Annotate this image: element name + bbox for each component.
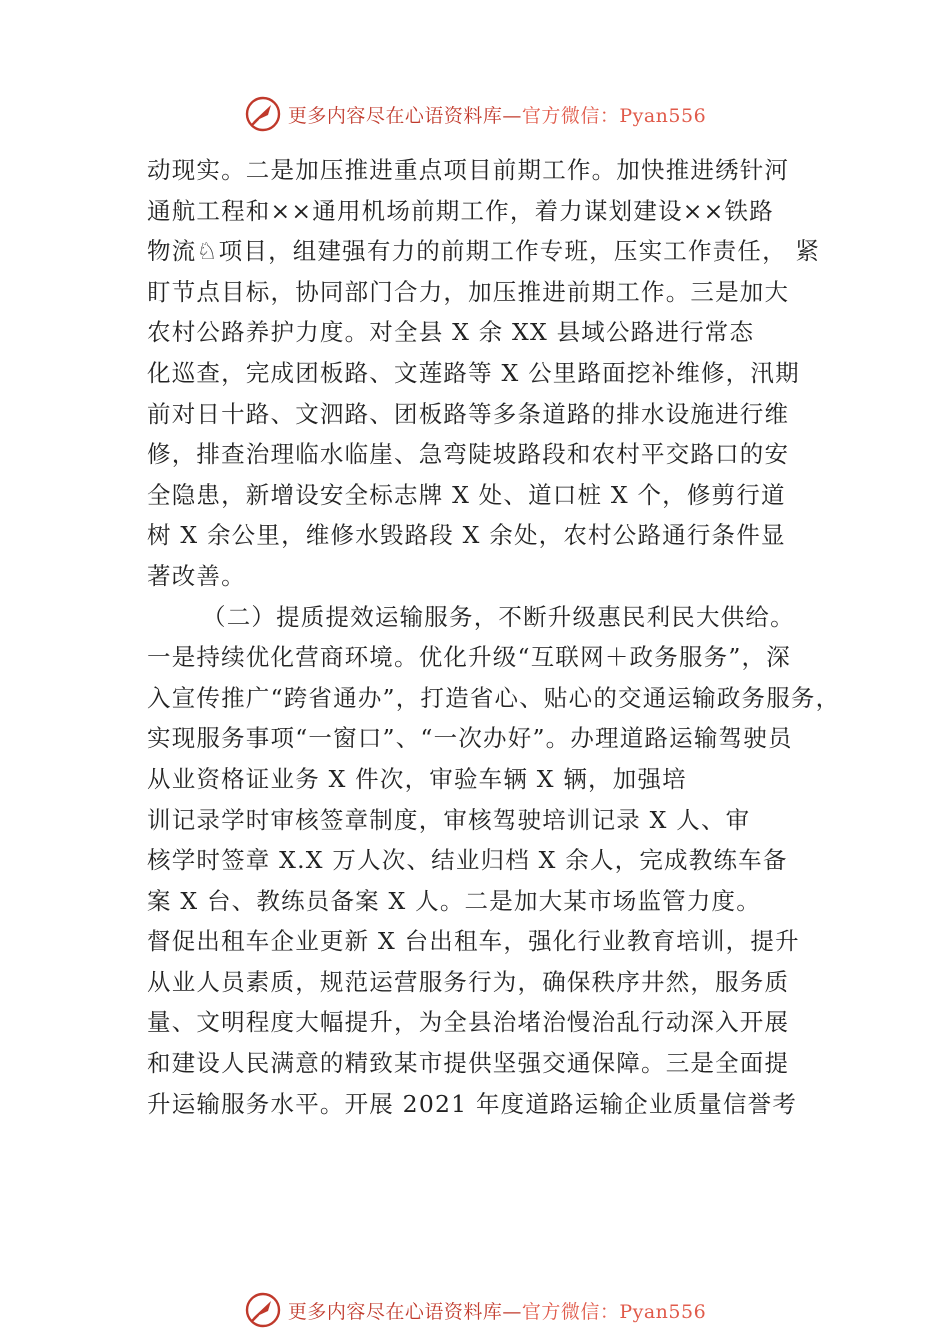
footer-banner-wechat: 官方微信：Pyan556 — [521, 1300, 707, 1323]
section-heading: （二）提质提效运输服务，不断升级惠民利民大供给。 — [202, 602, 795, 631]
document-body — [147, 150, 841, 1124]
body-line: 前对日十路、文泗路、团板路等多条道路的排水设施进行维 — [147, 399, 790, 428]
footer-banner-main: 更多内容尽在心语资料库 — [287, 1300, 503, 1323]
body-line: 督促出租车企业更新 X 台出租车，强化行业教育培训，提升 — [147, 927, 800, 956]
body-line: 训记录学时审核签章制度，审核驾驶培训记录 X 人、审 — [147, 805, 751, 834]
header-banner-main: 更多内容尽在心语资料库 — [287, 104, 503, 127]
body-line: 全隐患，新增设安全标志牌 X 处、道口桩 X 个，修剪行道 — [147, 480, 786, 509]
header-banner-dash: — — [502, 104, 522, 127]
body-line: 量、文明程度大幅提升，为全县治堵治慢治乱行动深入开展 — [147, 1008, 790, 1037]
body-line: 修，排查治理临水临崖、急弯陡坡路段和农村平交路口的安 — [147, 440, 790, 469]
header-banner — [0, 94, 950, 134]
body-line: 化巡查，完成团板路、文莲路等 X 公里路面挖补维修，汛期 — [147, 358, 800, 387]
body-line: 入宣传推广“跨省通办”，打造省心、贴心的交通运输政务服务， — [147, 683, 841, 712]
body-line: 盯节点目标，协同部门合力，加压推进前期工作。三是加大 — [147, 277, 790, 306]
body-line: 从业人员素质，规范运营服务行为，确保秩序井然，服务质 — [147, 967, 790, 996]
body-line: 著改善。 — [147, 561, 246, 590]
body-line: 动现实。二是加压推进重点项目前期工作。加快推进绣针河 — [147, 156, 790, 184]
quill-logo-icon — [244, 1291, 282, 1329]
quill-logo-icon — [244, 95, 282, 133]
footer-banner-dash: — — [502, 1300, 522, 1323]
body-line: 通航工程和××通用机场前期工作，着力谋划建设××铁路 — [147, 196, 774, 225]
body-line: 升运输服务水平。开展 2021 年度道路运输企业质量信誉考 — [147, 1089, 798, 1118]
body-line: 物流♘项目，组建强有力的前期工作专班，压实工作责任， 紧 — [147, 237, 821, 266]
body-line: 实现服务事项“一窗口”、“一次办好”。办理道路运输驾驶员 — [147, 724, 793, 753]
body-line: 从业资格证业务 X 件次，审验车辆 X 辆，加强培 — [147, 764, 687, 793]
footer-banner-text — [288, 1297, 706, 1324]
body-line: 一是持续优化营商环境。优化升级“互联网＋政务服务”，深 — [147, 643, 791, 672]
body-line: 核学时签章 X.X 万人次、结业归档 X 余人，完成教练车备 — [147, 846, 788, 875]
header-banner-wechat: 官方微信：Pyan556 — [521, 104, 707, 127]
body-line: 农村公路养护力度。对全县 X 余 XX 县域公路进行常态 — [147, 318, 755, 347]
body-line: 和建设人民满意的精致某市提供坚强交通保障。三是全面提 — [147, 1049, 790, 1078]
footer-banner — [0, 1290, 950, 1330]
body-line: 案 X 台、教练员备案 X 人。二是加大某市场监管力度。 — [147, 886, 761, 915]
header-banner-text — [288, 101, 706, 128]
body-line: 树 X 余公里，维修水毁路段 X 余处，农村公路通行条件显 — [147, 521, 786, 550]
